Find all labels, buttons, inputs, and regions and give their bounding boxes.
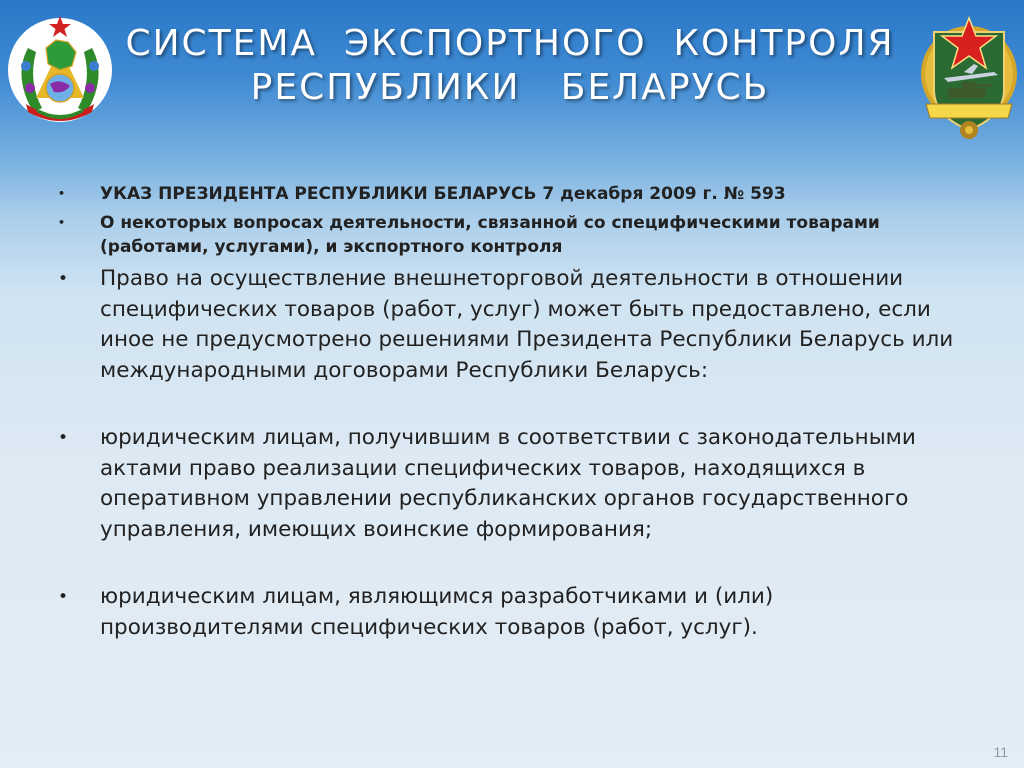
belarus-coat-of-arms-icon (6, 8, 114, 132)
bullet-item-legal-entities-managing (58, 423, 978, 545)
slide-title (120, 22, 900, 110)
bullet-list (58, 182, 978, 643)
bullet-marker: • (58, 428, 69, 448)
bullet-marker: • (58, 269, 69, 289)
military-unit-emblem-icon (918, 12, 1020, 142)
bullet-text: юридическим лицам, являющимся разработчиками и (или) производителями специфических товаров (работ, услуг). (100, 584, 774, 640)
slide-number: 11 (993, 744, 1008, 760)
bullet-item-right-to-trade (58, 264, 978, 386)
bullet-text: О некоторых вопросах деятельности, связанной со специфическими товарами (работами, услугами), и экспортного контроля (100, 213, 880, 257)
bullet-marker: • (58, 587, 69, 607)
bullet-text: Право на осуществление внешнеторговой деятельности в отношении специфических товаров (работ, услуг) может быть предоставлено, если иное не предусмотрено решениями Президента Республики Беларусь или международными договорами Республики Беларусь: (100, 266, 954, 383)
slide-title-line-1: СИСТЕМА ЭКСПОРТНОГО КОНТРОЛЯ (125, 23, 895, 64)
bullet-item-decree-title (58, 182, 978, 206)
bullet-text: юридическим лицам, получившим в соответствии с законодательными актами право реализации специфических товаров, находящихся в оперативном управлении республиканских органов государственного управления, имеющих воинские формирования; (100, 425, 916, 542)
bullet-marker: • (58, 216, 66, 229)
bullet-text: УКАЗ ПРЕЗИДЕНТА РЕСПУБЛИКИ БЕЛАРУСЬ 7 декабря 2009 г. № 593 (100, 184, 786, 204)
bullet-item-legal-entities-producers (58, 582, 978, 643)
slide-title-line-2: РЕСПУБЛИКИ БЕЛАРУСЬ (250, 67, 770, 108)
bullet-marker: • (58, 187, 66, 200)
bullet-item-decree-subject (58, 211, 978, 259)
